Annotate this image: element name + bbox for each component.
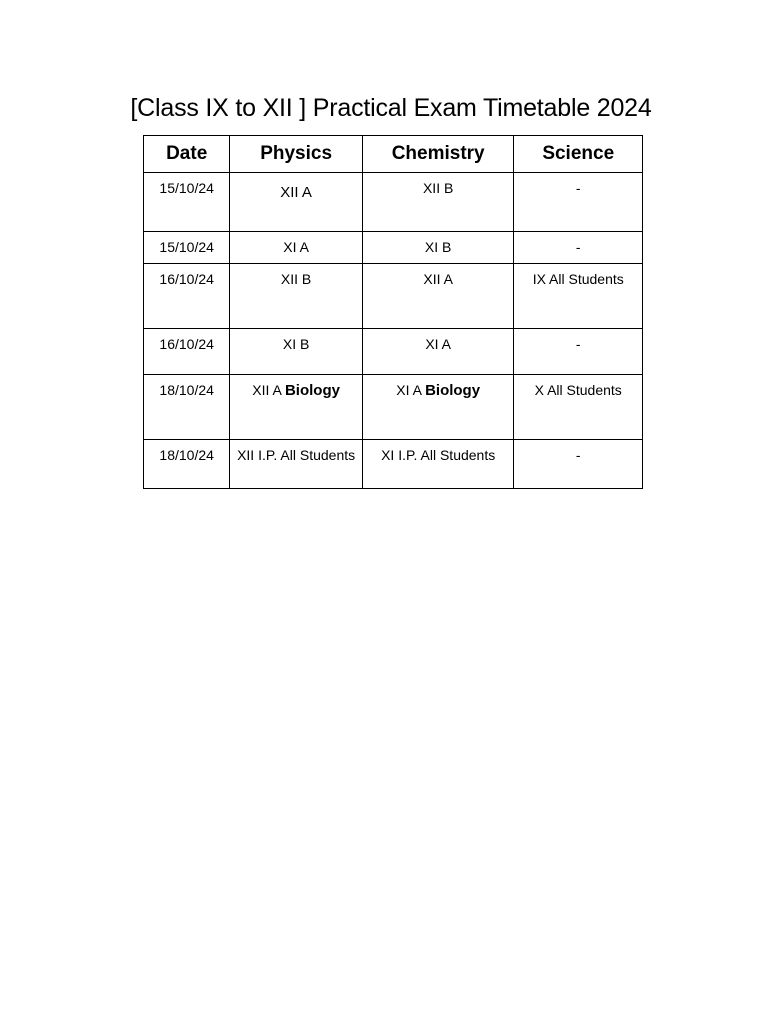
table-row: [144, 173, 643, 232]
physics-cell: [230, 375, 363, 440]
physics-cell: XI B: [230, 329, 363, 375]
date-cell: 18/10/24: [144, 440, 230, 489]
date-cell: 16/10/24: [144, 329, 230, 375]
science-cell: -: [514, 329, 643, 375]
chemistry-cell-prefix: XI A: [396, 382, 426, 398]
chemistry-cell-bold: Biology: [425, 382, 481, 399]
science-cell: X All Students: [514, 375, 643, 440]
timetable: [143, 135, 643, 489]
header-chemistry: Chemistry: [362, 136, 514, 173]
science-cell: IX All Students: [514, 264, 643, 329]
chemistry-cell: XI I.P. All Students: [362, 440, 514, 489]
table-row: [144, 375, 643, 440]
chemistry-cell: XI B: [362, 232, 514, 264]
table-row: [144, 232, 643, 264]
physics-cell-prefix: XII A: [252, 382, 285, 398]
physics-cell: XII A: [230, 173, 363, 232]
physics-cell: XII B: [230, 264, 363, 329]
date-cell: 16/10/24: [144, 264, 230, 329]
date-cell: 18/10/24: [144, 375, 230, 440]
science-cell: -: [514, 232, 643, 264]
science-cell: -: [514, 173, 643, 232]
chemistry-cell: [362, 375, 514, 440]
header-date: Date: [144, 136, 230, 173]
header-physics: Physics: [230, 136, 363, 173]
physics-cell-bold: Biology: [284, 382, 340, 399]
chemistry-cell: XII A: [362, 264, 514, 329]
physics-cell: XI A: [230, 232, 363, 264]
chemistry-cell: XI A: [362, 329, 514, 375]
header-row: [144, 136, 643, 173]
chemistry-cell: XII B: [362, 173, 514, 232]
table-row: [144, 440, 643, 489]
table-row: [144, 264, 643, 329]
physics-cell: XII I.P. All Students: [230, 440, 363, 489]
page-title: [Class IX to XII ] Practical Exam Timetable 2024: [130, 94, 652, 122]
table-row: [144, 329, 643, 375]
date-cell: 15/10/24: [144, 232, 230, 264]
science-cell: -: [514, 440, 643, 489]
date-cell: 15/10/24: [144, 173, 230, 232]
header-science: Science: [514, 136, 643, 173]
